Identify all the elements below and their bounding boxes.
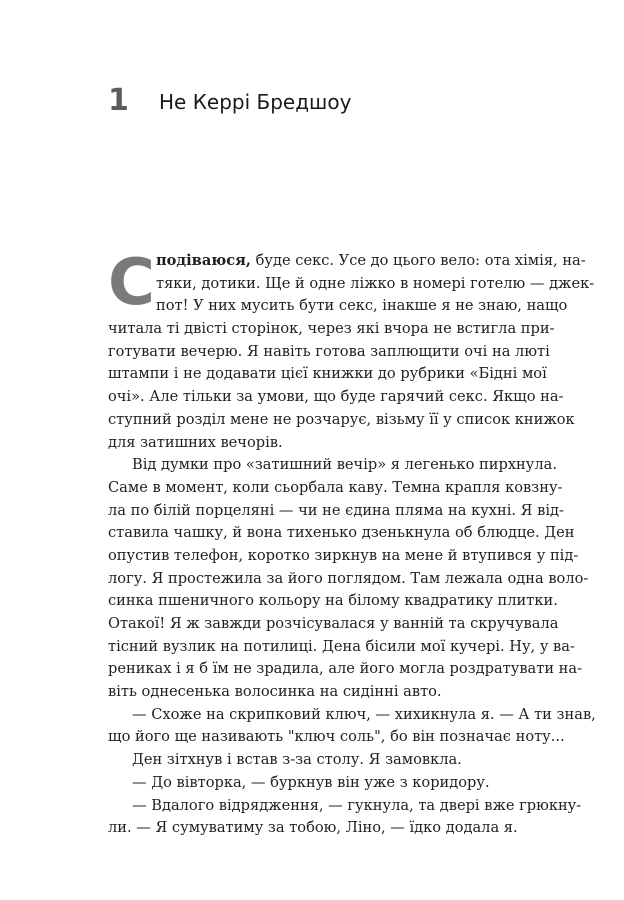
body-line-21: — Схоже на скрипковий ключ, — хихикнула я. — А ти знав, [132, 705, 596, 723]
body-line-23: Ден зітхнув і встав з-за столу. Я замовкла. [132, 751, 462, 769]
body-line-20: віть однесенька волосинка на сидінні авто. [108, 683, 442, 701]
body-line-8: ступний розділ мене не розчарує, візьму її у список книжок [108, 410, 575, 428]
body-line-7: очі». Але тільки за умови, що буде гарячий секс. Якщо на- [108, 388, 564, 406]
body-line-12: ла по білій порцеляні — чи не єдина пляма на кухні. Я від- [108, 501, 564, 519]
body-line-26: ли. — Я сумуватиму за тобою, Ліно, — їдко додала я. [108, 819, 518, 837]
chapter-number: 1 [108, 83, 129, 118]
body-line-1 [108, 250, 586, 273]
body-line-25: — Вдалого відрядження, — гукнула, та двері вже грюкну- [132, 796, 582, 814]
lead-in-bold: подіваюся, [156, 252, 251, 269]
body-line-9: для затишних вечорів. [108, 433, 283, 451]
body-line-5: готувати вечерю. Я навіть готова заплющити очі на люті [108, 342, 550, 360]
chapter-title: Не Керрі Бредшоу [159, 90, 352, 114]
body-line-22: що його ще називають "ключ соль", бо він позначає ноту... [108, 728, 565, 746]
body-line-11: Саме в момент, коли сьорбала каву. Темна крапля ковзну- [108, 478, 563, 496]
body-line-15: логу. Я простежила за його поглядом. Там лежала одна воло- [108, 569, 589, 587]
chapter-body [108, 246, 596, 840]
body-line-10: Від думки про «затишний вечір» я легенько пирхнула. [132, 456, 557, 474]
body-line-3: пот! У них мусить бути секс, інакше я не знаю, нащо [156, 297, 568, 315]
body-line-18: тісний вузлик на потилиці. Дена бісили мої кучері. Ну, у ва- [108, 637, 575, 655]
body-line-2: тяки, дотики. Ще й одне ліжко в номері готелю — джек- [156, 274, 595, 292]
drop-cap: С [108, 246, 155, 320]
line-1-text: буде секс. Усе до цього вело: ота хімія, на- [251, 252, 586, 269]
body-line-17: Отакої! Я ж завжди розчісувалася у ванній та скручувала [108, 615, 559, 632]
body-line-6: штампи і не додавати цієї книжки до рубрики «Бідні мої [108, 365, 547, 383]
body-line-13: ставила чашку, й вона тихенько дзенькнула об блюдце. Ден [108, 524, 575, 542]
body-line-19: рениках і я б їм не зрадила, але його могла роздратувати на- [108, 660, 583, 678]
body-line-4: читала ті двісті сторінок, через які вчора не встигла при- [108, 320, 555, 338]
body-line-24: — До вівторка, — буркнув він уже з коридору. [132, 773, 490, 791]
body-line-16: синка пшеничного кольору на білому квадратику плитки. [108, 592, 558, 610]
body-line-14: опустив телефон, коротко зиркнув на мене й втупився у під- [108, 546, 579, 564]
